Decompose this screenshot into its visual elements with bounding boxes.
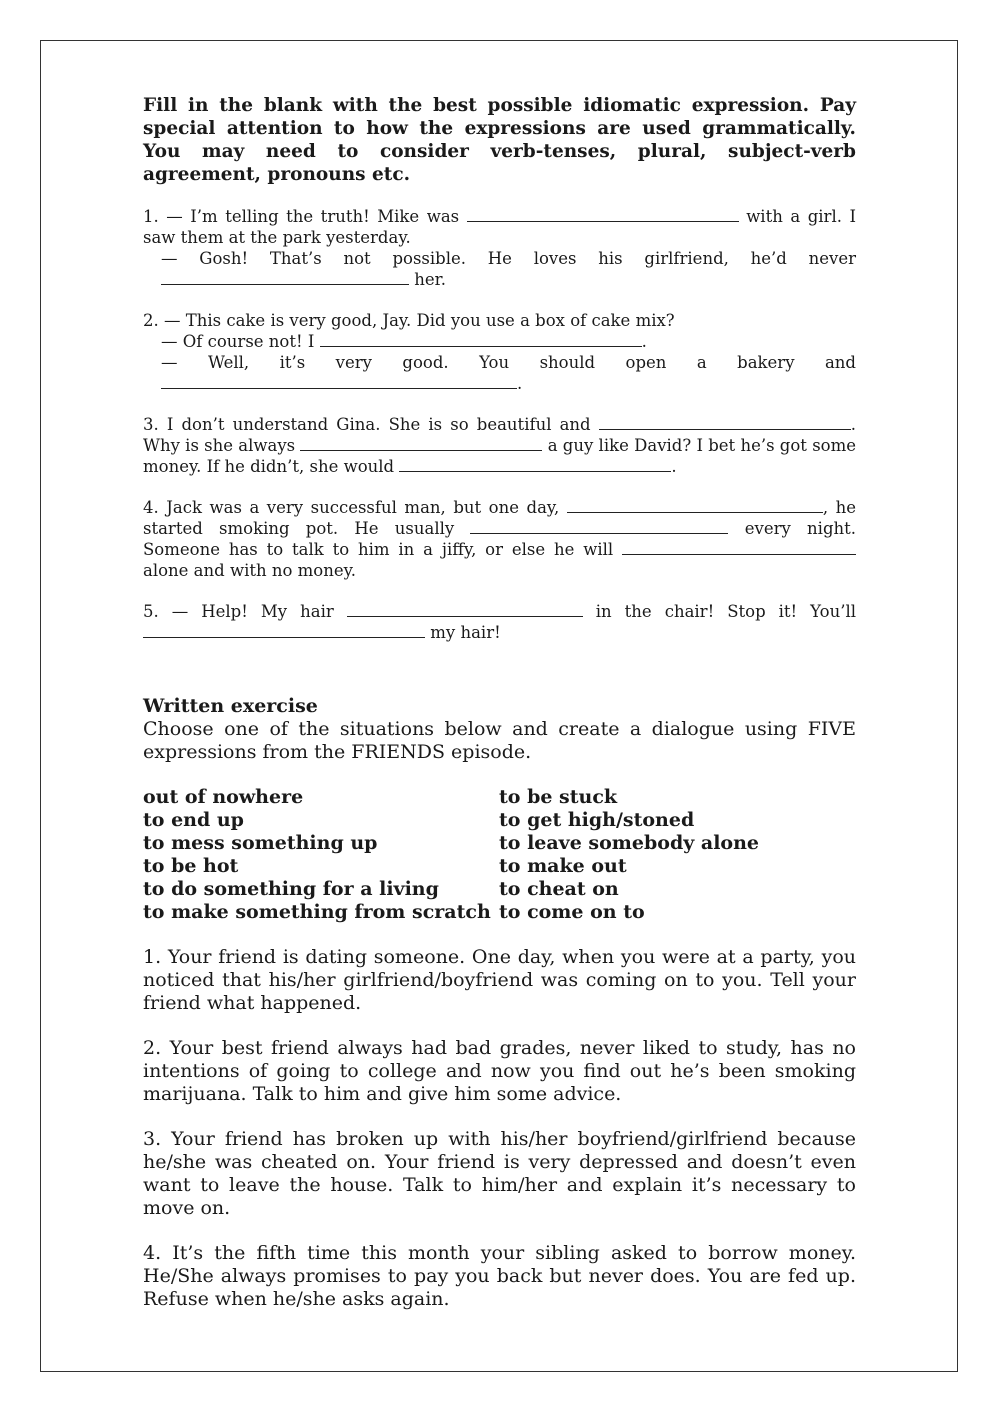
exercise-1-line2-end: her. [414,270,446,289]
blank-2a[interactable] [320,332,642,347]
written-exercise-intro: Choose one of the situations below and create a dialogue using FIVE expressions from the FRIENDS episode. [143,718,856,763]
blank-4c[interactable] [622,540,856,555]
blank-3b[interactable] [300,436,542,451]
expressions-list [143,786,856,924]
expression-item: to mess something up [143,832,378,854]
expression-item: to come on to [499,901,645,923]
exercise-2-line2-end: . [641,332,647,351]
exercise-4-part-d: alone and with no money. [143,561,357,580]
exercise-3-part-b: . Why is she always [143,415,856,455]
exercise-2-line3-start: — Well, it’s very good. You should open a bakery and [161,353,856,372]
exercise-1-line2-start: — Gosh! That’s not possible. He loves his girlfriend, he’d never [161,249,856,268]
blank-3c[interactable] [399,457,671,472]
expression-item: to get high/stoned [499,809,695,831]
blank-4a[interactable] [567,498,823,513]
exercise-3-part-d: . [671,457,677,476]
exercise-5 [143,601,856,643]
situation-2: 2. Your best friend always had bad grades, never liked to study, has no intentions of going to college and now you find out he’s been smoking marijuana. Talk to him and give him some advice. [143,1037,856,1105]
exercise-5-part-a: 5. — Help! My hair [143,602,334,621]
instructions: Fill in the blank with the best possible idiomatic expression. Pay special attention to how the expressions are used grammatically. You may need to consider verb-tenses, plural, subject-verb agreement, pronouns etc. [143,95,856,185]
exercise-2-line3-end: . [517,374,523,393]
exercise-4 [143,497,856,581]
exercise-5-part-c: my hair! [430,623,501,642]
expression-item: out of nowhere [143,786,304,808]
expression-item: to make something from scratch [143,901,491,923]
exercise-1 [143,206,856,290]
exercise-4-part-b: , he started smoking pot. He usually [143,498,856,538]
expression-item: to do something for a living [143,878,439,900]
exercise-4-part-a: 4. Jack was a very successful man, but one day, [143,498,560,517]
exercise-3 [143,414,856,477]
situation-1: 1. Your friend is dating someone. One day, when you were at a party, you noticed that his/her girlfriend/boyfriend was coming on to you. Tell your friend what happened. [143,946,856,1014]
exercise-3-part-a: 3. I don’t understand Gina. She is so beautiful and [143,415,591,434]
exercise-5-part-b: in the chair! Stop it! You’ll [595,602,857,621]
expression-item: to be stuck [499,786,618,808]
exercise-4-part-c: every night. Someone has to talk to him in a jiffy, or else he will [143,519,857,559]
blank-2b[interactable] [161,374,517,389]
situation-3: 3. Your friend has broken up with his/her boyfriend/girlfriend because he/she was cheated on. Your friend is very depressed and doesn’t even want to leave the house. Talk to him/her and explain it’s necessary to move on. [143,1128,856,1219]
exercise-1-line1-end: with a girl. I saw them at the park yesterday. [143,207,857,247]
blank-5b[interactable] [143,623,425,638]
expression-item: to cheat on [499,878,619,900]
exercise-2-line2-start: — Of course not! I [161,332,315,351]
blank-3a[interactable] [599,415,851,430]
blank-5a[interactable] [347,602,583,617]
expression-item: to make out [499,855,627,877]
exercise-1-line1-start: 1. — I’m telling the truth! Mike was [143,207,460,226]
expression-item: to be hot [143,855,239,877]
exercise-3-part-c: a guy like David? I bet he’s got some money. If he didn’t, she would [143,436,857,476]
blank-1a[interactable] [467,207,739,222]
exercise-2 [143,310,856,394]
worksheet [143,94,856,1333]
expression-item: to end up [143,809,244,831]
written-exercise-title: Written exercise [143,695,318,717]
expression-item: to leave somebody alone [499,832,759,854]
blank-4b[interactable] [470,519,728,534]
situation-4: 4. It’s the fifth time this month your sibling asked to borrow money. He/She always promises to pay you back but never does. You are fed up. Refuse when he/she asks again. [143,1242,856,1310]
blank-1b[interactable] [161,270,409,285]
exercise-2-line1: 2. — This cake is very good, Jay. Did you use a box of cake mix? [143,311,675,330]
